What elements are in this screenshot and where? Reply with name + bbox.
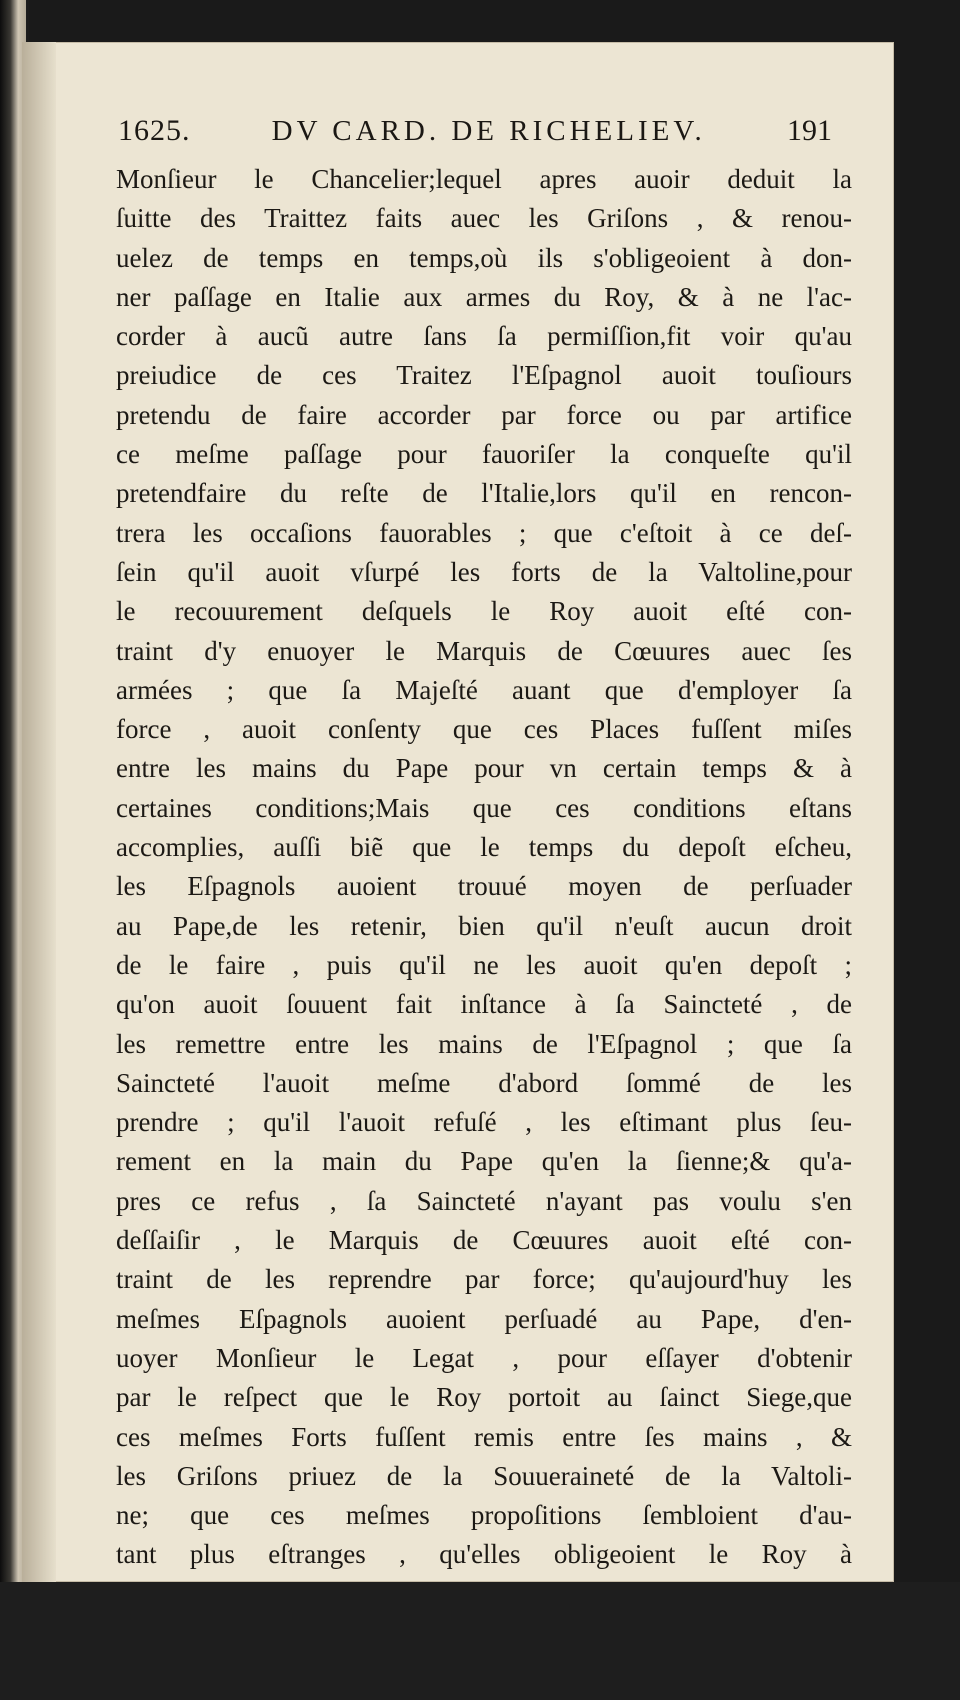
- text-line: prendre ; qu'il l'auoit refuſé , les eſtimant plus ſeu-: [116, 1107, 852, 1138]
- text-line: le recouurement deſquels le Roy auoit eſté con-: [116, 596, 852, 627]
- text-line: au Pape,de les retenir, bien qu'il n'euſt aucun droit: [116, 910, 852, 941]
- text-line: trera les occaſions fauorables ; que c'eſtoit à ce deſ-: [116, 517, 852, 548]
- text-line: Monſieur le Chancelier;lequel apres auoir deduit la: [116, 164, 852, 194]
- text-line: corder à aucũ autre ſans ſa permiſſion,fit voir qu'au: [116, 321, 852, 352]
- text-line: tant plus eſtranges , qu'elles obligeoient le Roy à: [116, 1539, 852, 1570]
- text-line: traint d'y enuoyer le Marquis de Cœuures auec ſes: [116, 635, 852, 666]
- text-line: accomplies, auſſi biẽ que le temps du depoſt eſcheu,: [116, 832, 852, 863]
- text-line: les Griſons priuez de la Souueraineté de la Valtoli-: [116, 1460, 852, 1491]
- text-line: preiudice de ces Traitez l'Eſpagnol auoit touſiours: [116, 360, 852, 391]
- text-line: certaines conditions;Mais que ces conditions eſtans: [116, 792, 852, 823]
- text-line: ſuitte des Traittez faits auec les Griſons , & renou-: [116, 203, 852, 234]
- text-line: pres ce refus , ſa Saincteté n'ayant pas voulu s'en: [116, 1185, 852, 1216]
- text-line: les remettre entre les mains de l'Eſpagnol ; que ſa: [116, 1028, 852, 1059]
- text-line: Saincteté l'auoit meſme d'abord ſommé de les: [116, 1067, 852, 1098]
- text-line: armées ; que ſa Majeſté auant que d'employer ſa: [116, 674, 852, 705]
- text-line: meſmes Eſpagnols auoient perſuadé au Pape, d'en-: [116, 1303, 852, 1334]
- text-line: force , auoit conſenty que ces Places fuſſent miſes: [116, 714, 852, 745]
- running-title: DV CARD. DE RICHELIEV.: [271, 115, 706, 147]
- text-line: qu'on auoit ſouuent fait inſtance à ſa Saincteté , de: [116, 989, 852, 1020]
- page-number: 191: [787, 114, 832, 147]
- running-header: [118, 114, 832, 158]
- text-line: les Eſpagnols auoient trouué moyen de perſuader: [116, 871, 852, 902]
- text-line: rement en la main du Pape qu'en la ſienne;& qu'a-: [116, 1146, 852, 1177]
- text-line: deſſaiſir , le Marquis de Cœuures auoit eſté con-: [116, 1225, 852, 1256]
- text-line: ces meſmes Forts fuſſent remis entre ſes mains , &: [116, 1421, 852, 1452]
- text-line: ſein qu'il auoit vſurpé les forts de la Valtoline,pour: [116, 556, 852, 587]
- text-line: pretendu de faire accorder par force ou par artifice: [116, 399, 852, 430]
- scan-background: [0, 1582, 960, 1700]
- page-gutter: [22, 42, 56, 1582]
- text-line: de le faire , puis qu'il ne les auoit qu'en depoſt ;: [116, 949, 852, 980]
- book-page: [22, 42, 894, 1582]
- text-line: ner paſſage en Italie aux armes du Roy, & à ne l'ac-: [116, 281, 852, 312]
- text-line: par le reſpect que le Roy portoit au ſainct Siege,que: [116, 1382, 852, 1413]
- text-line: ce meſme paſſage pour fauoriſer la conqueſte qu'il: [116, 439, 852, 470]
- body-text: [116, 160, 852, 1653]
- text-line: traint de les reprendre par force; qu'aujourd'huy les: [116, 1264, 852, 1295]
- header-year: 1625.: [118, 114, 191, 147]
- text-line: entre les mains du Pape pour vn certain temps & à: [116, 753, 852, 784]
- text-line: ne; que ces meſmes propoſitions ſembloient d'au-: [116, 1500, 852, 1531]
- text-line: uoyer Monſieur le Legat , pour eſſayer d'obtenir: [116, 1342, 852, 1373]
- text-line: uelez de temps en temps,où ils s'obligeoient à don-: [116, 242, 852, 273]
- text-line: pretendfaire du reſte de l'Italie,lors qu'il en rencon-: [116, 478, 852, 509]
